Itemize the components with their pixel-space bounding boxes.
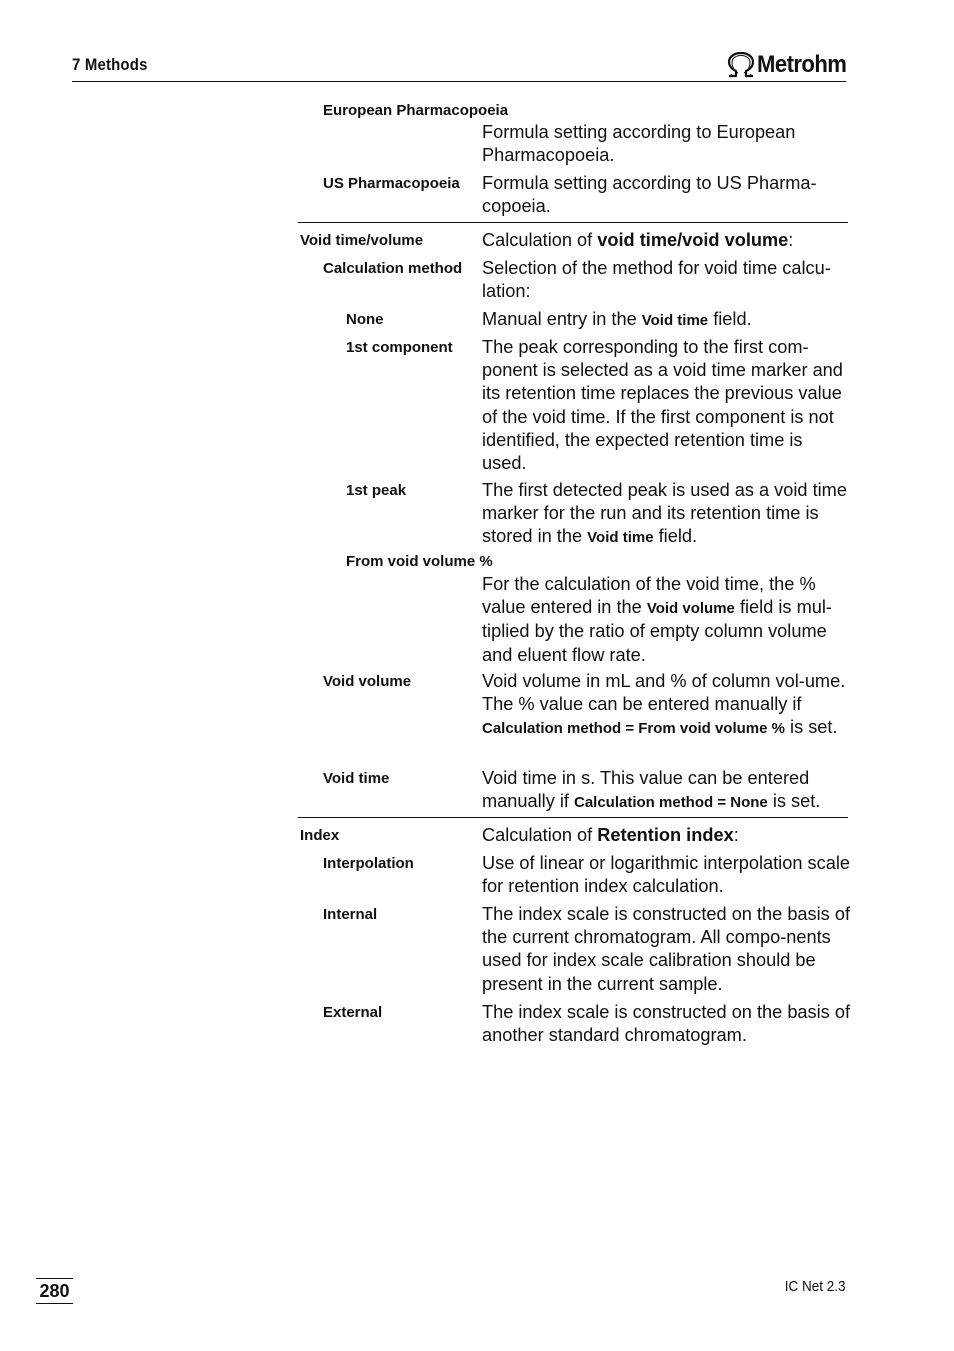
term-index: Index bbox=[300, 827, 340, 844]
desc-calculation-method: Selection of the method for void time calcu-lation: bbox=[482, 258, 831, 302]
page-number: 280 bbox=[36, 1278, 73, 1304]
desc-none: Manual entry in the Void time field. bbox=[482, 309, 752, 329]
desc-void-time-volume: Calculation of void time/void volume: bbox=[482, 230, 794, 250]
desc-index: Calculation of Retention index: bbox=[482, 825, 739, 845]
desc-1st-component: The peak corresponding to the first com-ponent is selected as a void time marker and its retention time replaces the previous value of the void time. If the first component is not identified, the expected retention time is used. bbox=[482, 337, 843, 474]
section-title: 7 Methods bbox=[72, 55, 148, 74]
term-1st-peak: 1st peak bbox=[346, 482, 407, 499]
desc-interpolation: Use of linear or logarithmic interpolation scale for retention index calculation. bbox=[482, 853, 850, 897]
desc-european-pharmacopoeia: Formula setting according to European Pharmacopoeia. bbox=[482, 122, 796, 166]
desc-us-pharmacopoeia: Formula setting according to US Pharma-copoeia. bbox=[482, 173, 817, 217]
term-from-void-volume: From void volume % bbox=[346, 553, 493, 570]
term-void-time: Void time bbox=[323, 770, 390, 787]
logo-text: Metrohm bbox=[757, 51, 847, 78]
term-european-pharmacopoeia: European Pharmacopoeia bbox=[323, 102, 509, 119]
desc-from-void-volume: For the calculation of the void time, the % value entered in the Void volume field is mul-tiplied by the ratio of empty column volume and eluent flow rate. bbox=[482, 574, 832, 665]
metrohm-logo bbox=[726, 50, 854, 80]
term-interpolation: Interpolation bbox=[323, 855, 414, 872]
term-us-pharmacopoeia: US Pharmacopoeia bbox=[323, 175, 460, 192]
desc-1st-peak: The first detected peak is used as a void time marker for the run and its retention time is stored in the Void time field. bbox=[482, 480, 847, 547]
term-none: None bbox=[346, 311, 384, 328]
term-calculation-method: Calculation method bbox=[323, 260, 463, 277]
section-divider bbox=[298, 222, 848, 223]
section-divider bbox=[298, 817, 848, 818]
desc-void-volume: Void volume in mL and % of column vol-ume. The % value can be entered manually if Calculation method = From void volume % is set. bbox=[482, 671, 846, 738]
desc-void-time: Void time in s. This value can be entered manually if Calculation method = None is set. bbox=[482, 768, 821, 812]
product-name: IC Net 2.3 bbox=[785, 1278, 846, 1295]
desc-external: The index scale is constructed on the basis of another standard chromatogram. bbox=[482, 1002, 850, 1046]
term-internal: Internal bbox=[323, 906, 378, 923]
omega-icon bbox=[726, 51, 756, 79]
term-void-time-volume: Void time/volume bbox=[300, 232, 424, 249]
term-external: External bbox=[323, 1004, 383, 1021]
term-1st-component: 1st component bbox=[346, 339, 453, 356]
term-void-volume: Void volume bbox=[323, 673, 412, 690]
header-rule bbox=[72, 81, 846, 82]
desc-internal: The index scale is constructed on the basis of the current chromatogram. All compo-nents used for index scale calibration should be present in the current sample. bbox=[482, 904, 850, 994]
